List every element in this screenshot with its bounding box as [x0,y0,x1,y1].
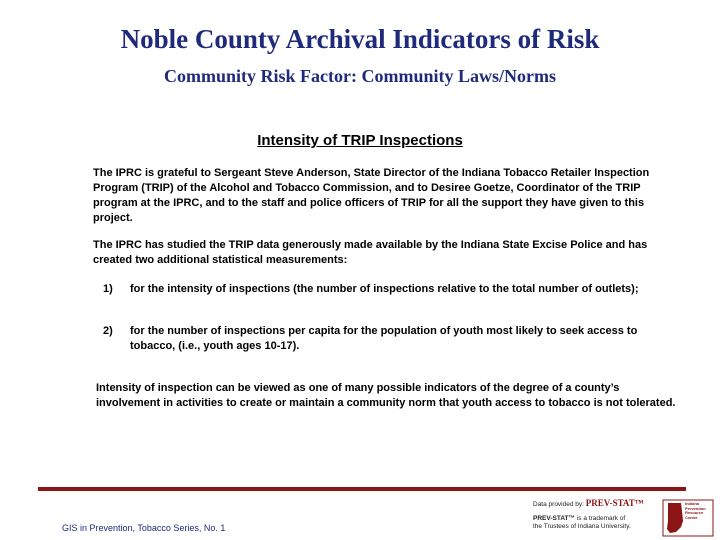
trademark-note [533,515,631,531]
acknowledgement-paragraph: The IPRC is grateful to Sergeant Steve Anderson, State Director of the Indiana Tobacco Retailer Inspection Program (TRIP) of the Alcohol and Tobacco Commission, and to Desiree Goetze, Coordinator of the TRIP program at the IPRC, and to the staff and police officers of TRIP for all the support they have given to this project. [93,167,650,224]
logo-text: Indiana Prevention Resource Center [685,501,706,520]
provider-name: PREV-STAT™ [585,498,644,508]
page-subtitle: Community Risk Factor: Community Laws/Norms [164,66,556,86]
page-title: Noble County Archival Indicators of Risk [120,24,600,54]
provided-by-label: Data provided by: [533,501,584,508]
list-item-number: 1) [103,283,113,295]
data-provider-credit [533,499,644,509]
trademark-line-2: the Trustees of Indiana University. [533,523,631,530]
study-paragraph: The IPRC has studied the TRIP data generously made available by the Indiana State Excise Police and has created two additional statistical measurements: [93,239,648,266]
conclusion-paragraph: Intensity of inspection can be viewed as one of many possible indicators of the degree of a county’s involvement in activities to create or maintain a community norm that youth access to tobacco is not tolerated. [96,382,676,409]
series-label: GIS in Prevention, Tobacco Series, No. 1 [62,523,226,533]
trademark-line-1: is a trademark of [576,515,626,522]
trademark-name: PREV-STAT™ [533,515,576,522]
section-heading: Intensity of TRIP Inspections [257,132,463,149]
list-item-text: for the number of inspections per capita for the population of youth most likely to seek access to tobacco, (i.e., youth ages 10-17). [130,325,638,352]
list-item-number: 2) [103,325,113,337]
footer-divider [38,487,686,491]
list-item-text: for the intensity of inspections (the number of inspections relative to the total number of outlets); [130,283,639,295]
